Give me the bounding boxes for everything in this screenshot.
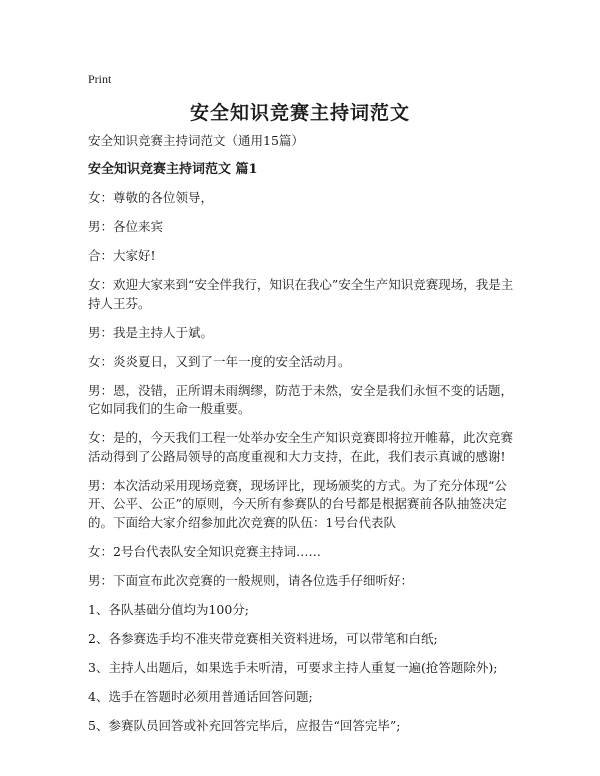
paragraph: 男：本次活动采用现场竞赛，现场评比，现场颁奖的方式。为了充分体现“公开、公平、公正”的原则，今天所有参赛队的台号都是根据赛前各队抽签决定的。下面给大家介绍参加此次竞赛的队伍：1号台代表队 xyxy=(88,477,507,530)
document-subtitle: 安全知识竞赛主持词范文（通用15篇） xyxy=(88,133,304,148)
paragraph: 女：欢迎大家来到“安全伴我行，知识在我心”安全生产知识竞赛现场，我是主持人王芬。 xyxy=(88,277,514,311)
page-title: 安全知识竞赛主持词范文 xyxy=(189,102,410,124)
paragraph: 男：我是主持人于斌。 xyxy=(88,324,214,340)
document-body xyxy=(88,132,518,746)
list-item: 1、各队基础分值均为100分; xyxy=(88,601,250,617)
print-link[interactable]: Print xyxy=(88,72,112,86)
paragraph: 女：尊敬的各位领导， xyxy=(88,190,214,205)
paragraph: 合：大家好! xyxy=(88,248,156,263)
paragraph: 男：各位来宾 xyxy=(88,219,164,234)
paragraph: 男：恩，没错，正所谓未雨绸缪，防范于未然，安全是我们永恒不变的话题，它如同我们的生命一般重要。 xyxy=(88,382,514,416)
list-item: 4、选手在答题时必须用普通话回答问题; xyxy=(88,688,313,704)
paragraph: 女：2号台代表队安全知识竞赛主持词…… xyxy=(88,543,321,559)
list-item: 3、主持人出题后，如果选手未听清，可要求主持人重复一遍(抢答题除外); xyxy=(88,659,498,675)
paragraph: 男：下面宣布此次竞赛的一般规则，请各位选手仔细听好： xyxy=(88,572,414,588)
list-item: 5、参赛队员回答或补充回答完毕后，应报告“回答完毕”; xyxy=(88,717,401,733)
section-heading: 安全知识竞赛主持词范文 篇1 xyxy=(88,162,258,177)
list-item: 2、各参赛选手均不准夹带竞赛相关资料进场，可以带笔和白纸; xyxy=(88,630,438,646)
paragraph: 女：是的，今天我们工程一处举办安全生产知识竞赛即将拉开帷幕，此次竞赛活动得到了公路局领导的高度重视和大力支持，在此，我们表示真诚的感谢! xyxy=(88,430,514,464)
paragraph: 女：炎炎夏日，又到了一年一度的安全活动月。 xyxy=(88,353,351,369)
